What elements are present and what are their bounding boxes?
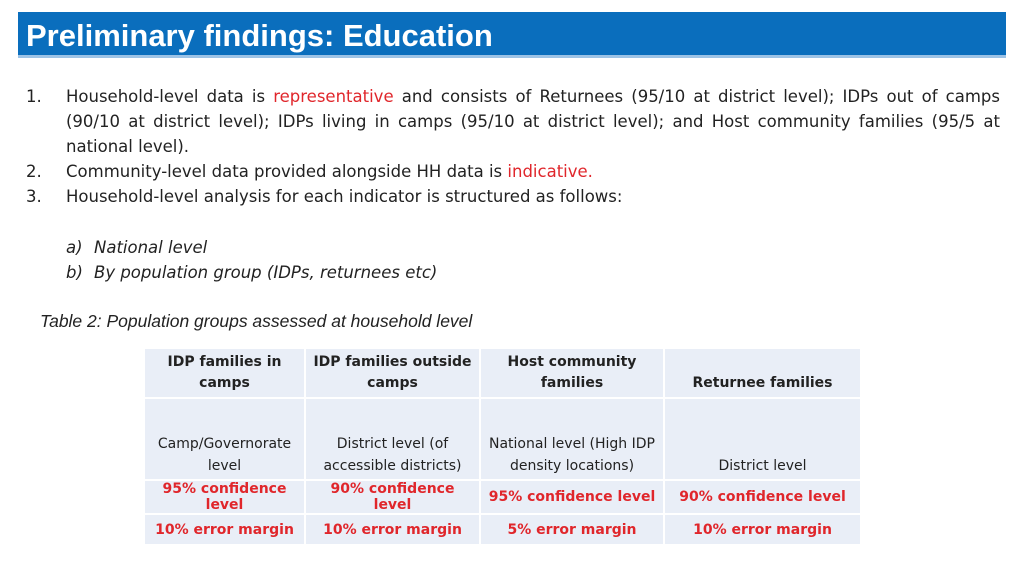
title-bar	[18, 12, 1006, 58]
header-idp-in-camps: IDP families in camps	[144, 348, 305, 398]
list-text: Household-level analysis for each indicator is structured as follows:	[66, 187, 623, 206]
list-text: Community-level data provided alongside HH data is	[66, 162, 508, 181]
table-cell: 10% error margin	[305, 514, 480, 545]
population-groups-table	[143, 347, 862, 546]
table-row-confidence	[144, 480, 861, 514]
table-cell: Camp/Governorate level	[144, 398, 305, 480]
list-number: 1.	[26, 87, 42, 106]
page-title: Preliminary findings: Education	[26, 18, 493, 53]
table-cell: 5% error margin	[480, 514, 664, 545]
table-cell: 90% confidence level	[664, 480, 861, 514]
highlight-indicative: indicative.	[507, 162, 593, 181]
list-item-1	[26, 84, 1000, 159]
sub-item-b	[26, 260, 1000, 285]
header-host-community: Host community families	[480, 348, 664, 398]
table-cell: District level	[664, 398, 861, 480]
list-text: Household-level data is	[66, 87, 274, 106]
table-row-error	[144, 514, 861, 545]
list-item-3	[26, 184, 1000, 209]
table-cell: 95% confidence level	[144, 480, 305, 514]
sub-text: By population group (IDPs, returnees etc)	[94, 263, 438, 282]
table-cell: National level (High IDP density locations)	[480, 398, 664, 480]
list-number: 3.	[26, 187, 42, 206]
table-caption: Table 2: Population groups assessed at household level	[40, 311, 473, 331]
list-number: 2.	[26, 162, 42, 181]
table-cell: 10% error margin	[144, 514, 305, 545]
table-row-level	[144, 398, 861, 480]
highlight-representative: representative	[273, 87, 394, 106]
sub-letter: b)	[66, 263, 83, 282]
sub-item-a	[26, 235, 1000, 260]
table-cell: 90% confidence level	[305, 480, 480, 514]
sub-letter: a)	[66, 238, 83, 257]
table-cell: 10% error margin	[664, 514, 861, 545]
list-item-2	[26, 159, 1000, 184]
header-returnee: Returnee families	[664, 348, 861, 398]
table-cell: District level (of accessible districts)	[305, 398, 480, 480]
table-cell: 95% confidence level	[480, 480, 664, 514]
list-text: and consists of Returnees (95/10 at district level); IDPs out of camps (90/10 at district level); IDPs living in camps (95/10 at district level); and Host community families (95/5 at national level).	[66, 87, 1000, 156]
header-idp-outside-camps: IDP families outside camps	[305, 348, 480, 398]
table-header-row	[144, 348, 861, 398]
findings-list	[26, 84, 1000, 285]
sub-text: National level	[94, 238, 208, 257]
